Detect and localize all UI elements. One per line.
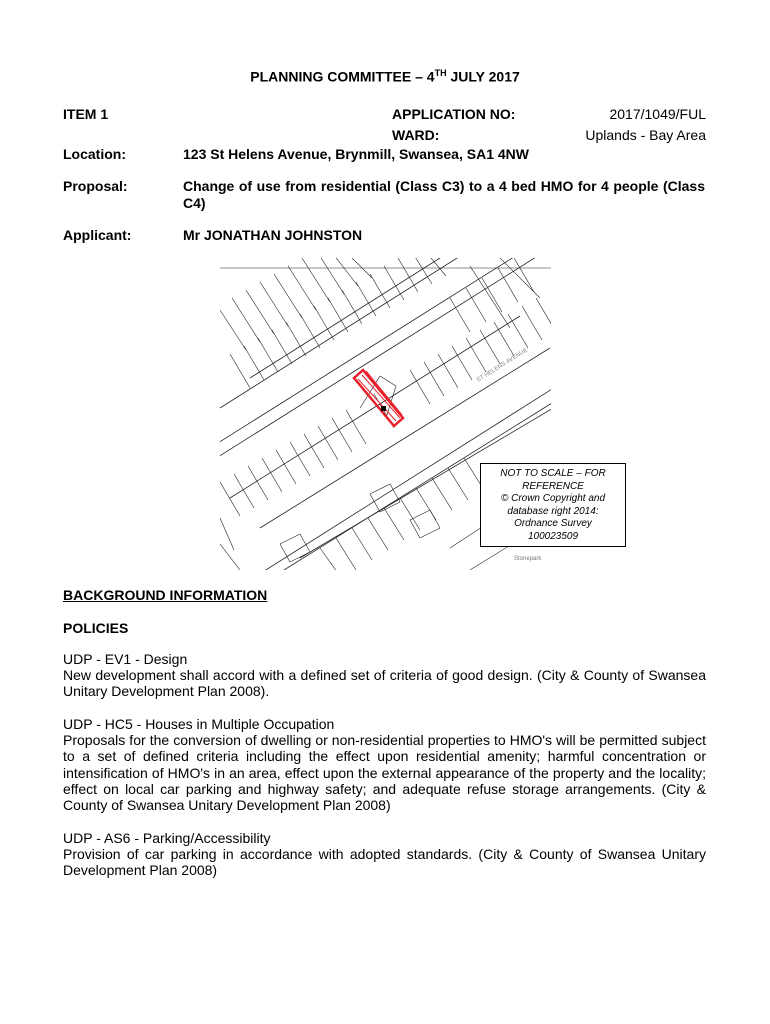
plot-line [470,258,540,328]
plot-line [220,518,240,570]
policy-heading: UDP - EV1 - Design [63,651,188,667]
location-value: 123 St Helens Avenue, Brynmill, Swansea, SA1 4NW [183,146,529,162]
policy-hc5 [63,716,706,813]
application-number-value: 2017/1049/FUL [609,106,706,122]
house-dividers [320,458,484,570]
applicant-label: Applicant: [63,227,132,243]
plot-line [220,258,465,408]
street-edge [220,258,551,448]
policy-ev1 [63,651,706,700]
title-main: PLANNING COMMITTEE – 4 [250,68,435,85]
policy-text: New development shall accord with a defined set of criteria of good design. (City & County of Swansea Unitary Development Plan 2008). [63,667,706,700]
map-note-text: NOT TO SCALE – FOR REFERENCE © Crown Copyright and database right 2014: Ordnance Survey 100023509 [500,468,606,542]
policy-text: Proposals for the conversion of dwelling or non-residential properties to HMO's will be permitted subject to a set of defined criteria including the effect upon residential amenity; harmful concentration or intensification of HMO's in an area, effect upon the external appearance of the property and the locality; effect on local car parking and highway safety; and adequate refuse storage arrangements. (City & County of Swansea Unitary Development Plan 2008) [63,732,706,814]
house-dividers [360,258,534,418]
policy-heading: UDP - AS6 - Parking/Accessibility [63,830,271,846]
policy-as6 [63,830,706,879]
street-edge [220,258,551,462]
street-label: ST HELENS AVENUE [475,347,529,384]
house-dividers [220,258,372,350]
background-heading: BACKGROUND INFORMATION [63,587,268,603]
page-title [0,68,770,85]
place-label: Stonepark [514,556,542,562]
ward-label: WARD: [392,127,440,143]
site-marker [381,406,386,411]
map-copyright-note [480,463,626,547]
title-date: JULY 2017 [446,68,520,85]
item-number: ITEM 1 [63,106,109,122]
proposal-value: Change of use from residential (Class C3) to a 4 bed HMO for 4 people (Class C4) [183,178,705,211]
applicant-value: Mr JONATHAN JOHNSTON [183,227,363,243]
ward-value: Uplands - Bay Area [585,127,706,143]
policy-text: Provision of car parking in accordance with adopted standards. (City & County of Swansea Unitary Development Plan 2008) [63,846,706,879]
policies-heading: POLICIES [63,620,129,636]
plot-line [230,316,520,498]
policy-heading: UDP - HC5 - Houses in Multiple Occupation [63,716,335,732]
title-superscript: TH [434,68,447,78]
proposal-label: Proposal: [63,178,128,194]
house-dividers [230,258,446,388]
plot-line [250,258,440,378]
application-number-label: APPLICATION NO: [392,106,516,122]
location-label: Location: [63,146,126,162]
